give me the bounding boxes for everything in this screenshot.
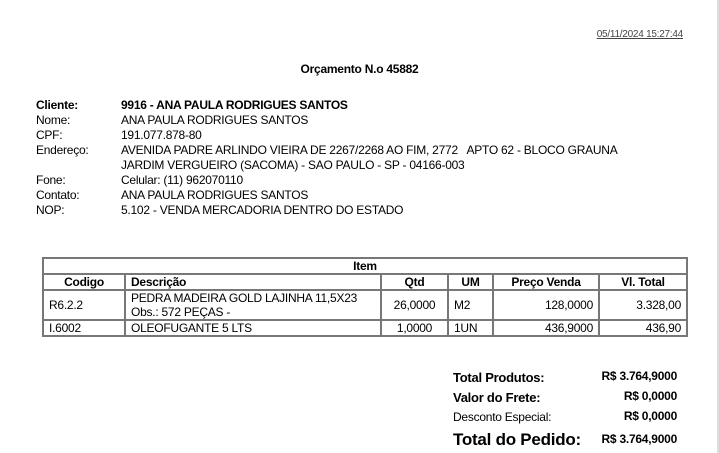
col-qtd: Qtd xyxy=(381,274,448,290)
col-codigo: Codigo xyxy=(43,274,125,290)
table-row xyxy=(43,290,687,320)
total-pedido-label: Total do Pedido: xyxy=(453,430,581,449)
table-caption: Item xyxy=(43,258,687,274)
cell-descricao: OLEOFUGANTE 5 LTS xyxy=(125,320,381,336)
cell-descricao xyxy=(125,290,381,320)
table-row xyxy=(43,320,687,336)
cliente-label: Cliente: xyxy=(36,98,79,112)
contato-label: Contato: xyxy=(36,188,80,202)
item-obs: Obs.: 572 PEÇAS - xyxy=(131,305,231,319)
total-produtos-value: R$ 3.764,9000 xyxy=(601,369,677,383)
cell-total: 3.328,00 xyxy=(599,290,687,320)
col-descricao: Descrição xyxy=(125,274,381,290)
desconto-value: R$ 0,0000 xyxy=(623,409,677,423)
table-header-row xyxy=(43,274,687,290)
col-um: UM xyxy=(448,274,493,290)
nome-value: ANA PAULA RODRIGUES SANTOS xyxy=(121,113,309,127)
print-timestamp: 05/11/2024 15:27:44 xyxy=(596,29,683,40)
cell-qtd: 1,0000 xyxy=(381,320,448,336)
cliente-value: 9916 - ANA PAULA RODRIGUES SANTOS xyxy=(121,98,348,112)
frete-label: Valor do Frete: xyxy=(453,390,541,405)
fone-label: Fone: xyxy=(36,173,66,187)
col-total: Vl. Total xyxy=(599,274,687,290)
cell-um: 1UN xyxy=(448,320,493,336)
nome-label: Nome: xyxy=(36,113,71,127)
frete-value: R$ 0,0000 xyxy=(623,389,677,403)
cell-codigo: I.6002 xyxy=(43,320,125,336)
item-description: PEDRA MADEIRA GOLD LAJINHA 11,5X23 xyxy=(131,291,358,305)
fone-value: Celular: (11) 962070110 xyxy=(121,173,243,187)
cell-um: M2 xyxy=(448,290,493,320)
total-produtos-label: Total Produtos: xyxy=(453,370,545,385)
cpf-value: 191.077.878-80 xyxy=(121,128,202,142)
quote-title: Orçamento N.o 45882 xyxy=(300,62,419,76)
cell-preco: 436,9000 xyxy=(493,320,599,336)
cell-codigo: R6.2.2 xyxy=(43,290,125,320)
cell-total: 436,90 xyxy=(599,320,687,336)
items-table xyxy=(42,257,688,337)
endereco-line1: AVENIDA PADRE ARLINDO VIEIRA DE 2267/2268 AO FIM, 2772 APTO 62 - BLOCO GRAUNA xyxy=(121,143,618,157)
endereco-label: Endereço: xyxy=(36,143,89,157)
endereco-line2: JARDIM VERGUEIRO (SACOMA) - SAO PAULO - SP - 04166-003 xyxy=(121,158,465,172)
cell-qtd: 26,0000 xyxy=(381,290,448,320)
nop-value: 5.102 - VENDA MERCADORIA DENTRO DO ESTADO xyxy=(121,203,404,217)
col-preco: Preço Venda xyxy=(493,274,599,290)
total-pedido-value: R$ 3.764,9000 xyxy=(601,432,677,446)
cell-preco: 128,0000 xyxy=(493,290,599,320)
nop-label: NOP: xyxy=(36,203,65,217)
contato-value: ANA PAULA RODRIGUES SANTOS xyxy=(121,188,309,202)
desconto-label: Desconto Especial: xyxy=(453,410,552,424)
cpf-label: CPF: xyxy=(36,128,63,142)
